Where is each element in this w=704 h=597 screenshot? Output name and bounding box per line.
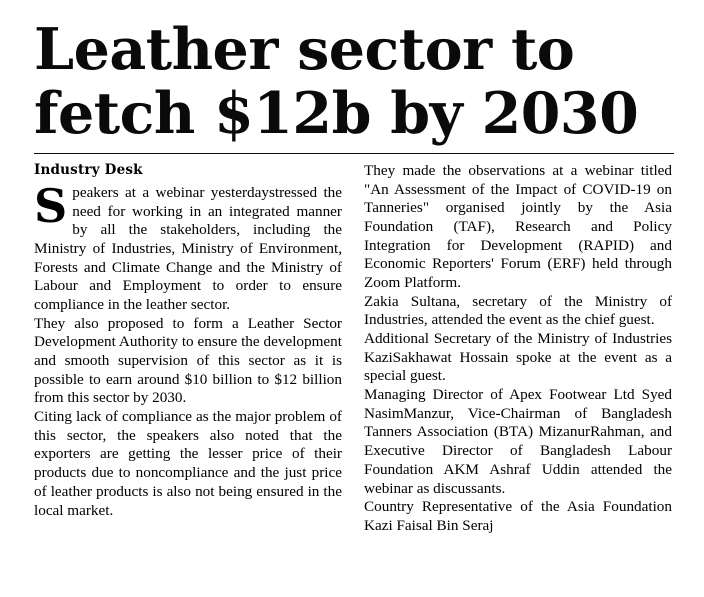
headline-line-2: fetch $12b by 2030	[34, 80, 639, 148]
article-columns	[34, 162, 674, 536]
right-column	[364, 162, 672, 536]
right-paragraph-3: Additional Secretary of the Ministry of Industries KaziSakhawat Hossain spoke at the event as a special guest.	[364, 330, 672, 385]
right-paragraph-4: Managing Director of Apex Footwear Ltd Syed NasimManzur, Vice-Chairman of Bangladesh Tanners Association (BTA) MizanurRahman, and Executive Director of Bangladesh Labour Foundation AKM Ashraf Uddin attended the webinar as discussants.	[364, 386, 672, 497]
right-paragraph-1: They made the observations at a webinar titled "An Assessment of the Impact of COVID-19 on Tanneries" organised jointly by the Asia Foundation (TAF), Research and Policy Integration for Development (RAPID) and Economic Reporters' Forum (ERF) held through Zoom Platform.	[364, 161, 672, 291]
left-paragraph-1-text: peakers at a webinar yesterdaystressed the need for working in an integrated manner by all the stakeholders, including the Ministry of Industries, Ministry of Environment, Forests and Climate Change and the Ministry of Labour and Employment to order to ensure compliance in the leather sector.	[34, 183, 342, 313]
right-paragraph-5: Country Representative of the Asia Foundation Kazi Faisal Bin Seraj	[364, 498, 672, 534]
left-paragraph-1	[34, 178, 342, 315]
drop-cap: S	[34, 178, 68, 233]
left-paragraph-3: Citing lack of compliance as the major problem of this sector, the speakers also noted that the exporters are getting the lesser price of their products due to noncompliance and the just price of leather products is also not being ensured in the local market.	[34, 408, 342, 519]
page-title	[34, 18, 674, 147]
left-paragraph-2: They also proposed to form a Leather Sector Development Authority to ensure the development and smooth supervision of this sector as it is possible to earn around $10 billion to $12 billion from this sector by 2030.	[34, 314, 342, 407]
byline: Industry Desk	[34, 161, 143, 178]
headline-divider	[34, 153, 674, 154]
headline-line-1: Leather sector to	[34, 16, 575, 83]
left-column	[34, 162, 342, 520]
right-paragraph-2: Zakia Sultana, secretary of the Ministry of Industries, attended the event as the chief guest.	[364, 292, 672, 329]
